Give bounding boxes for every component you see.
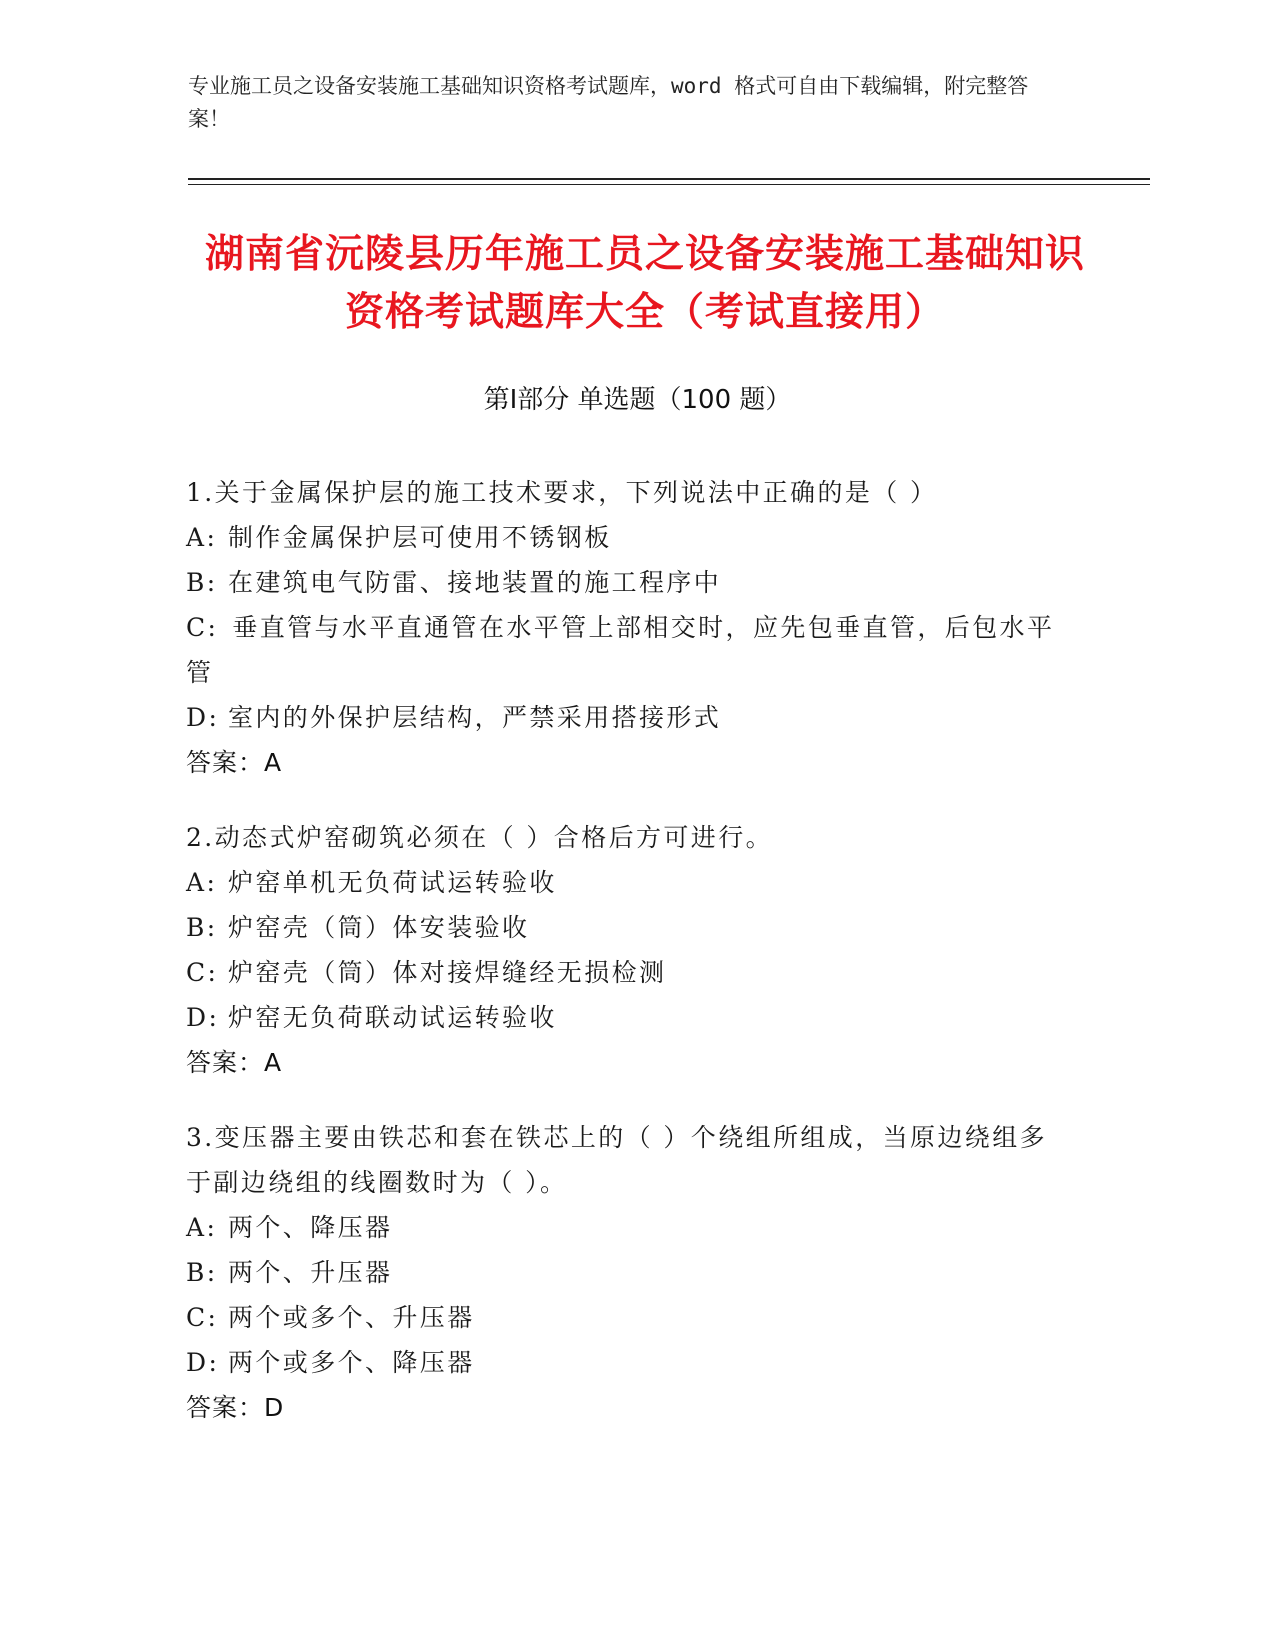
question-3	[186, 1115, 1066, 1430]
option-text: 两个、降压器	[228, 1213, 393, 1242]
question-2	[186, 815, 1066, 1085]
option-text: 炉窑单机无负荷试运转验收	[228, 868, 557, 897]
question-stem: 3.变压器主要由铁芯和套在铁芯上的（ ）个绕组所组成，当原边绕组多于副边绕组的线圈数时为（ ）。	[186, 1123, 1048, 1197]
document-title: 湖南省沅陵县历年施工员之设备安装施工基础知识资格考试题库大全（考试直接用）	[204, 232, 1085, 335]
option-letter: D:	[186, 1003, 220, 1032]
option-d	[186, 1340, 1066, 1385]
option-letter: B:	[186, 913, 218, 942]
header-divider-thin	[188, 184, 1150, 185]
option-text: 制作金属保护层可使用不锈钢板	[228, 523, 612, 552]
option-letter: D:	[186, 703, 220, 732]
option-text: 两个或多个、降压器	[228, 1348, 475, 1377]
option-text: 两个或多个、升压器	[228, 1303, 475, 1332]
option-text: 垂直管与水平直通管在水平管上部相交时，应先包垂直管，后包水平管	[186, 613, 1055, 687]
section-heading: 第Ⅰ部分 单选题（100 题）	[483, 385, 792, 415]
option-text: 炉窑壳（筒）体安装验收	[228, 913, 530, 942]
option-b	[186, 905, 1066, 950]
option-letter: B:	[186, 568, 218, 597]
question-1	[186, 470, 1066, 785]
option-a	[186, 1205, 1066, 1250]
option-letter: D:	[186, 1348, 220, 1377]
answer-line: 答案：A	[186, 1048, 283, 1077]
question-stem: 1.关于金属保护层的施工技术要求，下列说法中正确的是（ ）	[186, 478, 938, 507]
question-list	[186, 470, 1066, 1460]
option-letter: A:	[186, 1213, 218, 1242]
option-letter: A:	[186, 523, 218, 552]
option-a	[186, 860, 1066, 905]
option-letter: C:	[186, 1303, 219, 1332]
option-c	[186, 605, 1066, 695]
option-c	[186, 1295, 1066, 1340]
option-b	[186, 560, 1066, 605]
answer-line: 答案：A	[186, 748, 283, 777]
question-stem: 2.动态式炉窑砌筑必须在（ ）合格后方可进行。	[186, 823, 774, 852]
option-text: 炉窑无负荷联动试运转验收	[228, 1003, 557, 1032]
option-b	[186, 1250, 1066, 1295]
option-letter: C:	[186, 958, 219, 987]
header-note: 专业施工员之设备安装施工基础知识资格考试题库，word 格式可自由下载编辑，附完整答案！	[188, 74, 1029, 131]
option-text: 室内的外保护层结构，严禁采用搭接形式	[228, 703, 722, 732]
option-text: 两个、升压器	[228, 1258, 393, 1287]
option-letter: A:	[186, 868, 218, 897]
header-divider-thick	[188, 178, 1150, 180]
option-a	[186, 515, 1066, 560]
option-letter: B:	[186, 1258, 218, 1287]
answer-line: 答案：D	[186, 1393, 285, 1422]
option-d	[186, 695, 1066, 740]
option-d	[186, 995, 1066, 1040]
option-letter: C:	[186, 613, 219, 642]
option-text: 炉窑壳（筒）体对接焊缝经无损检测	[228, 958, 667, 987]
option-text: 在建筑电气防雷、接地装置的施工程序中	[228, 568, 722, 597]
option-c	[186, 950, 1066, 995]
